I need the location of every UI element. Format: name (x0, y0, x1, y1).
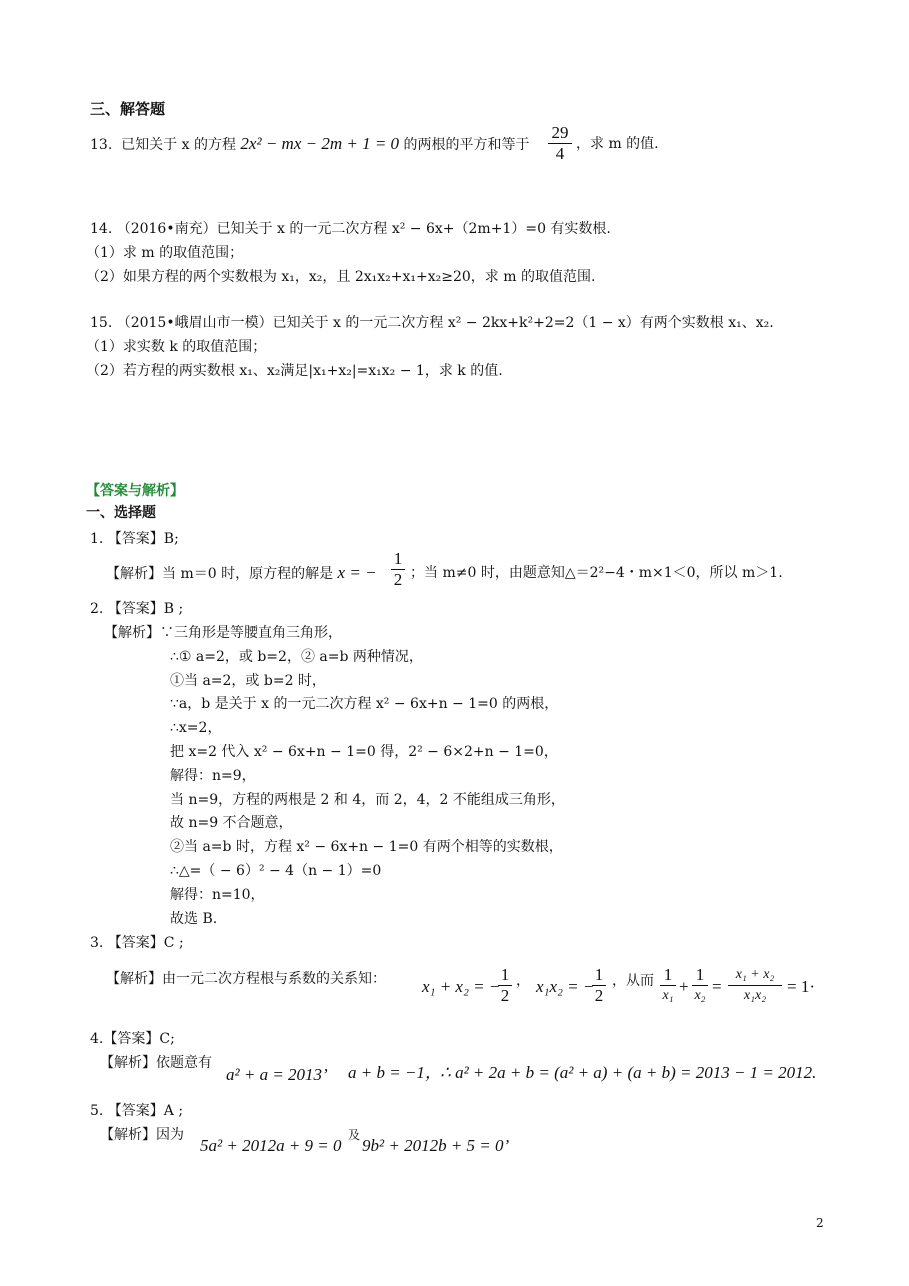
a4-eq3: ∴ a² + 2a + b = (a² + a) + (a + b) = 2013 − 1 = 2012. (440, 1063, 817, 1082)
page-number: 2 (816, 1216, 824, 1230)
a2-analysis-line: 故 n=9 不合题意， (170, 815, 293, 831)
q13-pre: 已知关于 x 的方程 (121, 137, 236, 153)
answer-5: 5. 【答案】A ; (90, 1103, 184, 1119)
a3-half-2 (592, 966, 606, 1005)
answers-section-title: 一、选择题 (86, 505, 156, 521)
a5-and: 及 (348, 1128, 361, 1142)
answer-3: 3. 【答案】C ; (90, 935, 184, 951)
q15-line2: （1）求实数 k 的取值范围； (86, 339, 267, 355)
section-title: 三、解答题 (90, 100, 166, 118)
half-denominator: 2 (594, 986, 604, 1005)
a2-analysis-line: 把 x=2 代入 x² − 6x+n − 1=0 得，2² − 6×2+n − 1=0， (170, 744, 558, 760)
a1-analysis-post: ；当 m≠0 时，由题意知△＝2²−4・m×1＜0，所以 m＞1. (410, 565, 783, 581)
a2-analysis-line: 解得：n=9， (170, 768, 256, 784)
q15-line3: （2）若方程的两实数根 x₁、x₂满足|x₁+x₂|=x₁x₂ − 1，求 k 的值. (86, 363, 503, 379)
a2-analysis-line: 解得：n=10， (170, 887, 265, 903)
x1: x₁ (662, 988, 674, 1003)
q15-line1: 15. （2015•峨眉山市一模）已知关于 x 的一元二次方程 x² − 2kx+k²+2=2（1 − x）有两个实数根 x₁、x₂. (90, 315, 774, 331)
a2-analysis-line: ∴△=（ − 6）² − 4（n − 1）=0 (170, 863, 382, 879)
a4-eq1-text: a² + a = 2013 (226, 1065, 323, 1084)
a3-half-1 (498, 966, 512, 1005)
one: 1 (695, 965, 705, 984)
a5-eq1: 5a² + 2012a + 9 = 0 (200, 1136, 342, 1155)
plus: + (679, 977, 689, 996)
comma: ， (516, 973, 530, 989)
a3-prod-eq: x₁x₂ = − (536, 977, 595, 996)
a2-analysis-line: ①当 a=2，或 b=2 时， (170, 673, 326, 689)
a3-sum-eq: x₁ + x₂ = − (422, 977, 501, 996)
a2-analysis-line: ∴① a=2，或 b=2，② a=b 两种情况， (170, 649, 423, 665)
half-numerator: 1 (500, 965, 510, 984)
a3-from: ，从而 (612, 973, 654, 989)
a5-analysis-pre: 【解析】因为 (100, 1127, 184, 1143)
a2-analysis-line: 故选 B. (170, 911, 218, 927)
q14-line1: 14. （2016•南充）已知关于 x 的一元二次方程 x² − 6x+（2m+1）=0 有实数根. (90, 221, 611, 237)
a1-fraction (391, 550, 405, 589)
q13-mid: 的两根的平方和等于 (403, 137, 530, 153)
a2-analysis-line: ∵a，b 是关于 x 的一元二次方程 x² − 6x+n − 1=0 的两根， (170, 696, 559, 712)
a1-equation: x = − (337, 563, 377, 582)
a5-eq2: 9b² + 2012b + 5 = 0’ (362, 1136, 510, 1155)
a1-fraction-denominator: 2 (393, 570, 403, 589)
q14-line2: （1）求 m 的取值范围； (86, 245, 244, 261)
answer-1: 1. 【答案】B; (90, 531, 179, 547)
half-denominator: 2 (500, 986, 510, 1005)
a4-eq2: a + b = −1， (348, 1063, 442, 1082)
answer-2: 2. 【答案】B ; (90, 601, 184, 617)
q13-post: ，求 m 的值. (576, 136, 659, 152)
answer-1-analysis (106, 564, 377, 583)
a4-eq1: a² + a = 2013’ (226, 1065, 328, 1084)
question-13 (90, 135, 530, 154)
a3-result-text: = 1 (787, 977, 810, 996)
half-numerator: 1 (594, 965, 604, 984)
a3-analysis-pre: 【解析】由一元二次方程根与系数的关系知： (106, 971, 386, 987)
a3-combined-fraction (728, 966, 782, 1005)
answer-4: 4.【答案】C; (90, 1031, 175, 1047)
a5-eq2-text: 9b² + 2012b + 5 = 0 (362, 1136, 504, 1155)
a1-analysis-pre: 【解析】当 m＝0 时，原方程的解是 (106, 566, 334, 582)
a2-analysis-line: 【解析】∵三角形是等腰直角三角形， (104, 625, 342, 641)
q13-fraction-denominator: 4 (555, 144, 565, 163)
a4-eq2-text: a + b = −1 (348, 1063, 425, 1082)
a1-fraction-numerator: 1 (393, 549, 403, 568)
q13-fraction-numerator: 29 (551, 123, 569, 142)
a2-analysis-line: 当 n=9，方程的两根是 2 和 4，而 2，4，2 不能组成三角形， (170, 792, 565, 808)
x2: x₂ (694, 988, 706, 1003)
product: x₁x₂ (743, 988, 767, 1003)
one: 1 (663, 965, 673, 984)
answers-header: 【答案与解析】 (86, 483, 184, 499)
q13-fraction (548, 124, 572, 163)
sum: x₁ + x₂ (735, 967, 775, 982)
a2-analysis-line: ∴x=2， (170, 720, 222, 736)
q14-line3: （2）如果方程的两个实数根为 x₁，x₂，且 2x₁x₂+x₁+x₂≥20，求 m 的取值范围. (86, 269, 596, 285)
a4-analysis-pre: 【解析】依题意有 (100, 1055, 212, 1071)
a3-from-text: 从而 (626, 973, 654, 989)
a3-result: = 1· (787, 977, 816, 996)
a2-analysis-line: ②当 a=b 时，方程 x² − 6x+n − 1=0 有两个相等的实数根， (170, 839, 563, 855)
a4-eq3-text: ∴ a² + 2a + b = (a² + a) + (a + b) = 2013 − 1 = 2012 (440, 1063, 813, 1082)
a3-reciprocal-1 (660, 966, 676, 1005)
q13-equation: 2x² − mx − 2m + 1 = 0 (240, 134, 400, 153)
equals: = (712, 977, 722, 996)
a3-reciprocal-2 (692, 966, 708, 1005)
q13-number: 13. (90, 137, 113, 153)
